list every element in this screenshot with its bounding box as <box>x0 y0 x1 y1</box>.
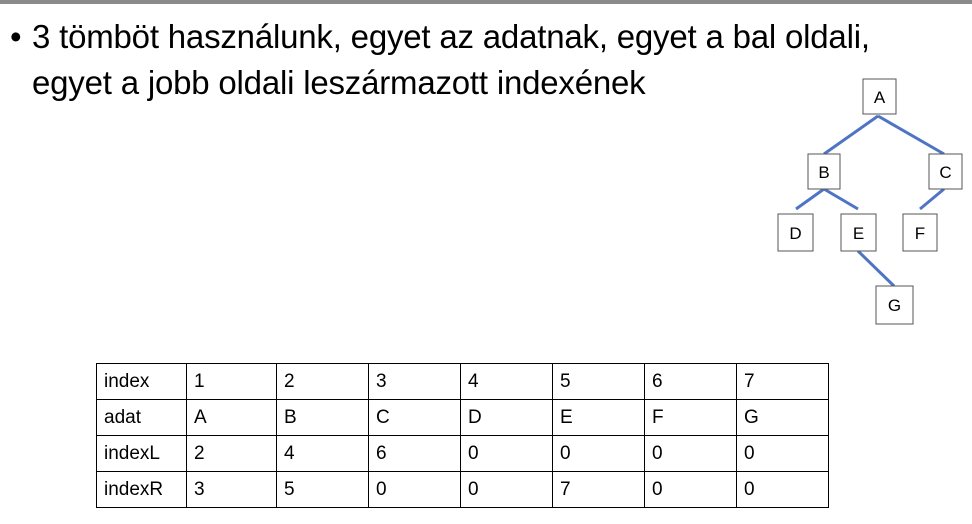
table-cell: 0 <box>737 436 829 472</box>
table-cell: 6 <box>645 364 737 400</box>
table-cell: 5 <box>553 364 645 400</box>
table-cell: 0 <box>461 436 553 472</box>
tree-node-a <box>863 79 896 114</box>
table-cell: G <box>737 400 829 436</box>
table-cell: 0 <box>645 436 737 472</box>
table-cell: 1 <box>187 364 277 400</box>
row-label: indexL <box>97 436 187 472</box>
table-row-index <box>97 364 829 400</box>
edge-b-e <box>824 189 858 209</box>
row-label: indexR <box>97 472 187 508</box>
tree-node-g <box>876 286 913 324</box>
edge-e-g <box>858 251 894 286</box>
table-row-indexl <box>97 436 829 472</box>
row-label: adat <box>97 400 187 436</box>
tree-node-b <box>808 154 840 189</box>
table-cell: C <box>369 400 461 436</box>
tree-arrays-table <box>96 363 829 508</box>
table-row-adat <box>97 400 829 436</box>
table-cell: 6 <box>369 436 461 472</box>
table-cell: 0 <box>645 472 737 508</box>
tree-edges <box>796 116 944 286</box>
table-cell: 0 <box>737 472 829 508</box>
node-label-d: D <box>789 224 802 243</box>
edge-a-b <box>824 116 878 154</box>
table-cell: 0 <box>461 472 553 508</box>
table-cell: 7 <box>737 364 829 400</box>
table-cell: A <box>187 400 277 436</box>
table-cell: D <box>461 400 553 436</box>
table-cell: 7 <box>553 472 645 508</box>
table-cell: 4 <box>277 436 369 472</box>
node-label-e: E <box>852 224 865 243</box>
table-cell: E <box>553 400 645 436</box>
row-label: index <box>97 364 187 400</box>
table-cell: 0 <box>553 436 645 472</box>
table-cell: F <box>645 400 737 436</box>
table-cell: 0 <box>369 472 461 508</box>
node-label-g: G <box>887 296 902 315</box>
tree-node-d <box>778 214 813 251</box>
node-label-f: F <box>914 224 926 243</box>
edge-c-f <box>920 189 944 209</box>
tree-node-e <box>841 214 876 251</box>
table-cell: B <box>277 400 369 436</box>
table-cell: 2 <box>187 436 277 472</box>
bullet-line-2-text: egyet a jobb oldali leszármazott indexének <box>32 64 646 101</box>
tree-node-c <box>929 154 962 189</box>
table-cell: 3 <box>187 472 277 508</box>
edge-b-d <box>796 189 824 209</box>
bullet-line-1-text: 3 tömböt használunk, egyet az adatnak, egyet a bal oldali, <box>32 18 870 55</box>
tree-node-f <box>903 214 937 251</box>
table-cell: 5 <box>277 472 369 508</box>
bullet-dot-icon: • <box>10 18 22 55</box>
table-row-indexr <box>97 472 829 508</box>
table-cell: 2 <box>277 364 369 400</box>
table-cell: 3 <box>369 364 461 400</box>
node-label-b: B <box>818 163 830 182</box>
table-cell: 4 <box>461 364 553 400</box>
node-label-c: C <box>939 163 952 182</box>
node-label-a: A <box>873 88 886 107</box>
edge-a-c <box>878 116 944 154</box>
